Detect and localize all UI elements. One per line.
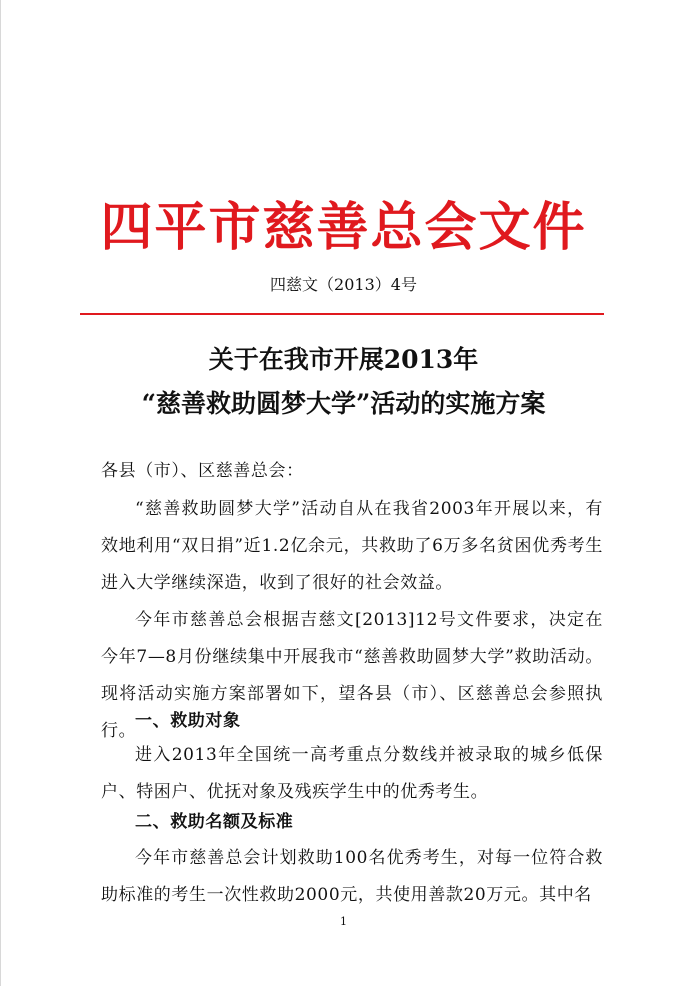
header-divider [80, 313, 604, 315]
salutation: 各县（市）、区慈善总会： [101, 461, 304, 481]
page-number: 1 [340, 915, 347, 928]
section-heading-quota: 二、救助名额及标准 [135, 812, 294, 832]
section-heading-recipients: 一、救助对象 [135, 711, 241, 731]
org-header-title: 四平市慈善总会文件 [100, 198, 587, 258]
document-title-line-1: 关于在我市开展2013年 [208, 345, 479, 374]
document-title-line-2: “慈善救助圆梦大学”活动的实施方案 [141, 389, 546, 418]
paragraph-recipients: 进入2013年全国统一高考重点分数线并被录取的城乡低保户、特困户、优抚对象及残疾学生中的优秀考生。 [101, 745, 603, 802]
paragraph-plan: 今年市慈善总会根据吉慈文[2013]12号文件要求，决定在今年7—8月份继续集中开展我市“慈善救助圆梦大学”救助活动。现将活动实施方案部署如下，望各县（市）、区慈善总会参照执行。 [101, 610, 603, 741]
paragraph-intro: “慈善救助圆梦大学”活动自从在我省2003年开展以来，有效地利用“双日捐”近1.2亿余元，共救助了6万多名贫困优秀考生进入大学继续深造，收到了很好的社会效益。 [101, 499, 603, 593]
paragraph-quota: 今年市慈善总会计划救助100名优秀考生，对每一位符合救助标准的考生一次性救助2000元，共使用善款20万元。其中名 [101, 848, 603, 905]
document-number: 四慈文（2013）4号 [270, 275, 417, 294]
